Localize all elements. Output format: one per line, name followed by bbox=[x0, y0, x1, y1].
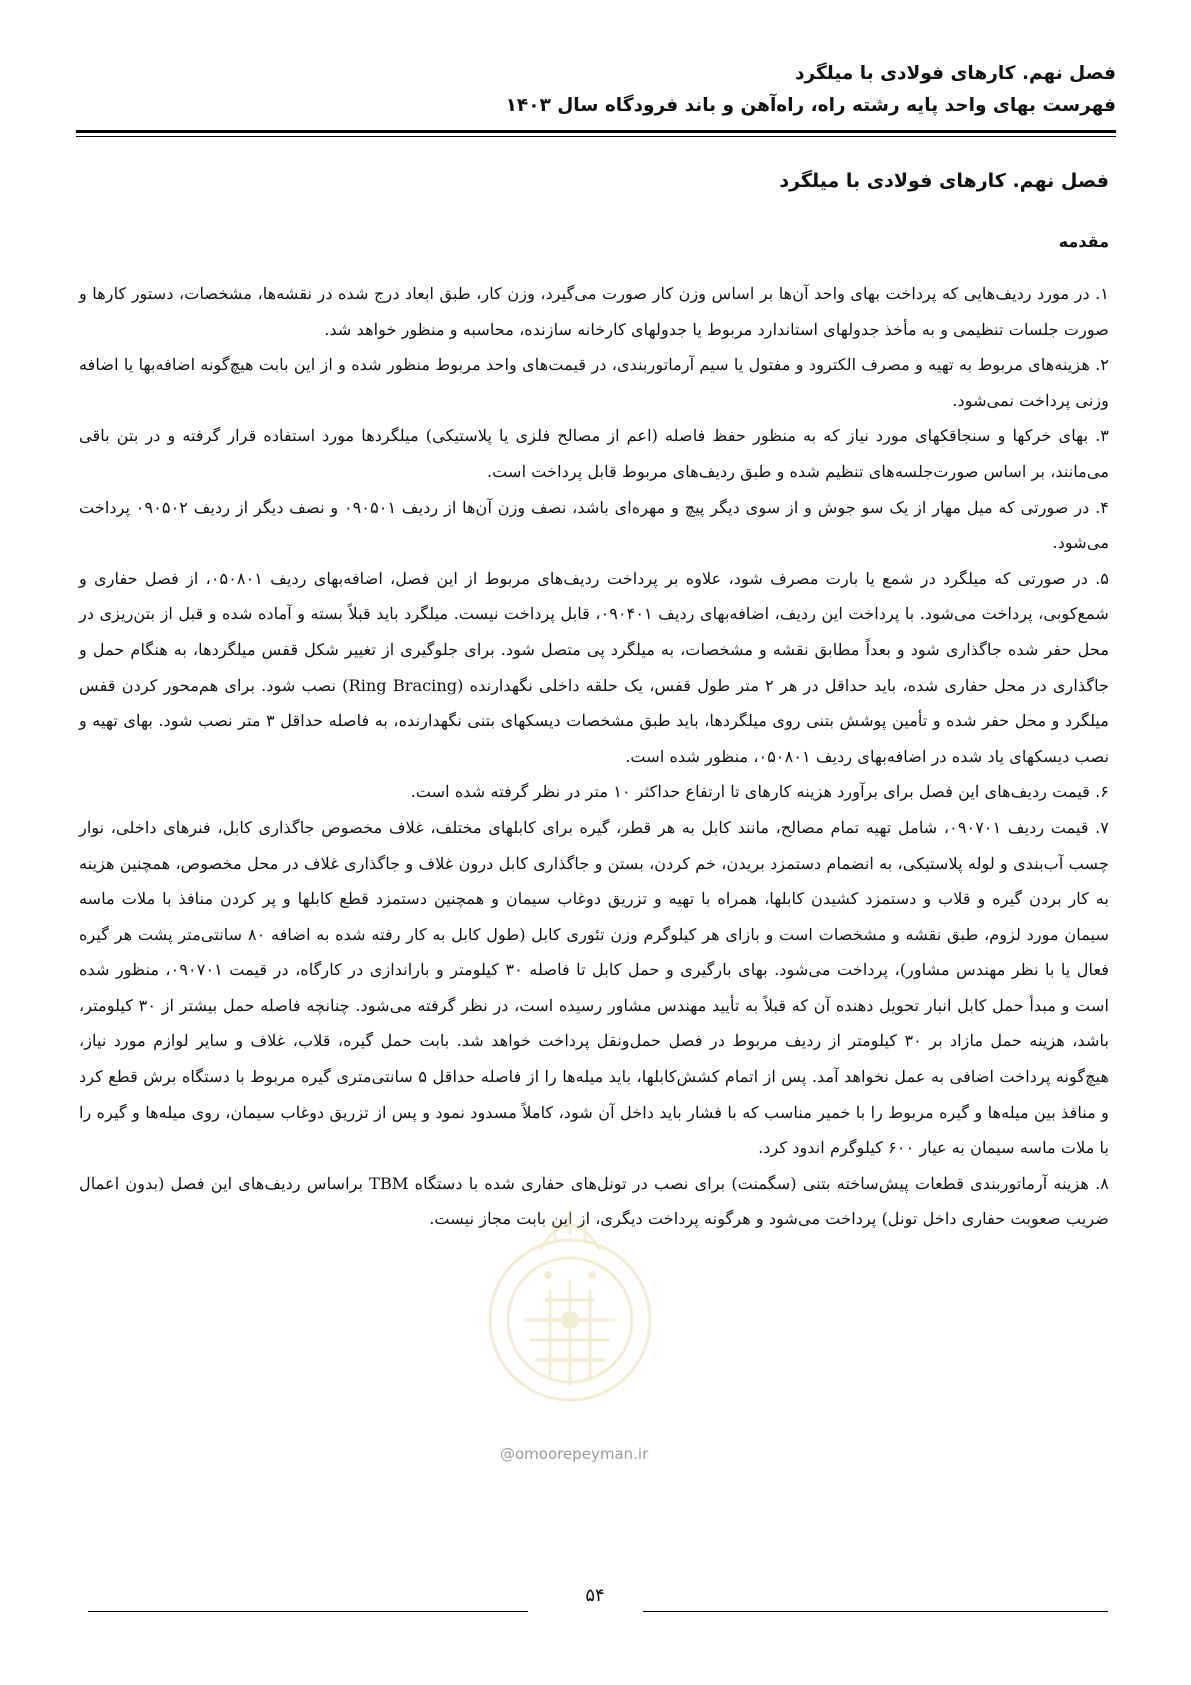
header-chapter-title: فصل نهم. کارهای فولادی با میلگرد bbox=[795, 63, 1116, 84]
paragraph-1: ۱. در مورد ردیف‌هایی که پرداخت بهای واحد آن‌ها بر اساس وزن کار صورت می‌گیرد، وزن کار، طبق ابعاد درج شده در نقشه‌ها، مشخصات، دستور کارها و صورت جلسات تنظیمی و به مأخذ جدولهای استاندارد مربوط یا جدولهای کارخانه سازنده، محاسبه و منظور خواهد شد. bbox=[79, 284, 1109, 339]
header-rule-thin bbox=[76, 136, 1116, 137]
header-catalog-title: فهرست بهای واحد پایه رشته راه، راه‌آهن و باند فرودگاه سال ۱۴۰۳ bbox=[505, 95, 1116, 116]
body-text bbox=[79, 276, 1109, 1237]
paragraph-6: ۶. قیمت ردیف‌های این فصل برای برآورد هزینه کارهای تا ارتفاع حداکثر ۱۰ متر در نظر گرفته شده است. bbox=[410, 782, 1109, 802]
paragraph-3: ۳. بهای خرکها و سنجاقکهای مورد نیاز که به منظور حفظ فاصله (اعم از مصالح فلزی یا پلاستیکی) میلگردها مورد استفاده قرار گرفته و در بتن باقی می‌مانند، بر اساس صورت‌جلسه‌های تنظیم شده و طبق ردیف‌های مربوط قابل پرداخت است. bbox=[79, 426, 1109, 481]
header-rule-thick bbox=[76, 130, 1116, 133]
paragraph-8: ۸. هزینه آرماتوربندی قطعات پیش‌ساخته بتنی (سگمنت) برای نصب در تونل‌های حفاری شده با دستگاه TBM براساس ردیف‌های این فصل (بدون اعمال ضریب صعوبت حفاری داخل تونل) پرداخت می‌شود و هرگونه پرداخت دیگری، از این بابت مجاز نیست. bbox=[79, 1173, 1109, 1229]
paragraph-5: ۵. در صورتی که میلگرد در شمع یا بارت مصرف شود، علاوه بر پرداخت ردیف‌های مربوط از این فصل، اضافه‌بهای ردیف ۰۵۰۸۰۱، از فصل حفاری و شمع‌کوبی، پرداخت می‌شود. با پرداخت این ردیف، اضافه‌بهای ردیف ۰۹۰۴۰۱، قابل پرداخت نیست. میلگرد باید قبلاً بسته و آماده شده و قبل از بتن‌ریزی در محل حفر شده جاگذاری شود و بعداً مطابق نقشه و مشخصات، به میلگرد پی متصل شود. برای جلوگیری از تغییر شکل قفس میلگردها، به هنگام حمل و جاگذاری در محل حفاری شده، باید حداقل در هر ۲ متر طول قفس، یک حلقه داخلی نگهدارنده (Ring Bracing) نصب شود. برای هم‌محور کردن قفس میلگرد و محل حفر شده و تأمین پوشش بتنی روی میلگردها، باید طبق مشخصات دیسکهای بتنی نگهدارنده، به فاصله حداقل ۳ متر نصب شود. بهای تهیه و نصب دیسکهای یاد شده در اضافه‌بهای ردیف ۰۵۰۸۰۱، منظور شده است. bbox=[79, 568, 1110, 766]
page-number: ۵۴ bbox=[585, 1585, 605, 1606]
running-header bbox=[76, 58, 1116, 122]
paragraph-4: ۴. در صورتی که میل مهار از یک سو جوش و از سوی دیگر پیچ و مهره‌ای باشد، نصف وزن آن‌ها از ردیف ۰۹۰۵۰۱ و نصف دیگر از ردیف ۰۹۰۵۰۲ پرداخت می‌شود. bbox=[79, 497, 1109, 553]
section-subtitle: مقدمه bbox=[1058, 232, 1109, 251]
watermark-url: @omoorepeyman.ir bbox=[500, 1445, 649, 1463]
paragraph-7: ۷. قیمت ردیف ۰۹۰۷۰۱، شامل تهیه تمام مصالح، مانند کابل به هر قطر، گیره برای کابلهای مختلف، غلاف مخصوص جاگذاری کابل، فنرهای داخلی، نوار چسب آب‌بندی و لوله پلاستیکی، به انضمام دستمزد بریدن، خم کردن، بستن و جاگذاری کابل درون غلاف و جاگذاری غلاف در محل مخصوص، همچنین هزینه به کار بردن گیره و قلاب و دستمزد کشیدن کابلها، همراه با تهیه و تزریق دوغاب سیمان و همچنین دستمزد قطع کابلها و پر کردن منافذ با ملات ماسه سیمان مورد لزوم، طبق نقشه و مشخصات است و بازای هر کیلوگرم وزن تئوری کابل (طول کابل به کار رفته شده به اضافه ۸۰ سانتی‌متر پشت هر گیره فعال یا با نظر مهندس مشاور)، پرداخت می‌شود. بهای بارگیری و حمل کابل تا فاصله ۳۰ کیلومتر و باراندازی در کارگاه، در قیمت ۰۹۰۷۰۱، منظور شده است و مبدأ حمل کابل انبار تحویل دهنده آن که قبلاً به تأیید مهندس مشاور رسیده است، در نظر گرفته می‌شود. چنانچه فاصله حمل بیشتر از ۳۰ کیلومتر، باشد، هزینه حمل مازاد بر ۳۰ کیلومتر از ردیف مربوط در فصل حمل‌ونقل پرداخت خواهد شد. بابت حمل گیره، قلاب، غلاف و سایر لوازم مورد نیاز، هیچ‌گونه پرداخت اضافی به عمل نخواهد آمد. پس از اتمام کشش‌کابلها، باید میله‌ها را از فاصله حداقل ۵ سانتی‌متری گیره مربوط با دستگاه برش قطع کرد و منافذ بین میله‌ها و گیره مربوط را با خمیر مناسب که با فشار باید داخل آن شود، کاملاً مسدود نمود و پس از تزریق دوغاب سیمان، روی میله‌ها و گیره را با ملات ماسه سیمان به عیار ۶۰۰ کیلوگرم اندود کرد. bbox=[79, 817, 1110, 1158]
watermark-seal-icon bbox=[470, 1180, 670, 1430]
footer-rule-left bbox=[88, 1611, 528, 1612]
paragraph-2: ۲. هزینه‌های مربوط به تهیه و مصرف الکترود و مفتول یا سیم آرماتوربندی، در قیمت‌های واحد مربوط منظور شده و از این بابت هیچ‌گونه اضافه‌بها یا اضافه وزنی پرداخت نمی‌شود. bbox=[79, 355, 1109, 410]
section-title: فصل نهم. کارهای فولادی با میلگرد bbox=[779, 170, 1109, 192]
footer-rule-right bbox=[643, 1611, 1108, 1612]
